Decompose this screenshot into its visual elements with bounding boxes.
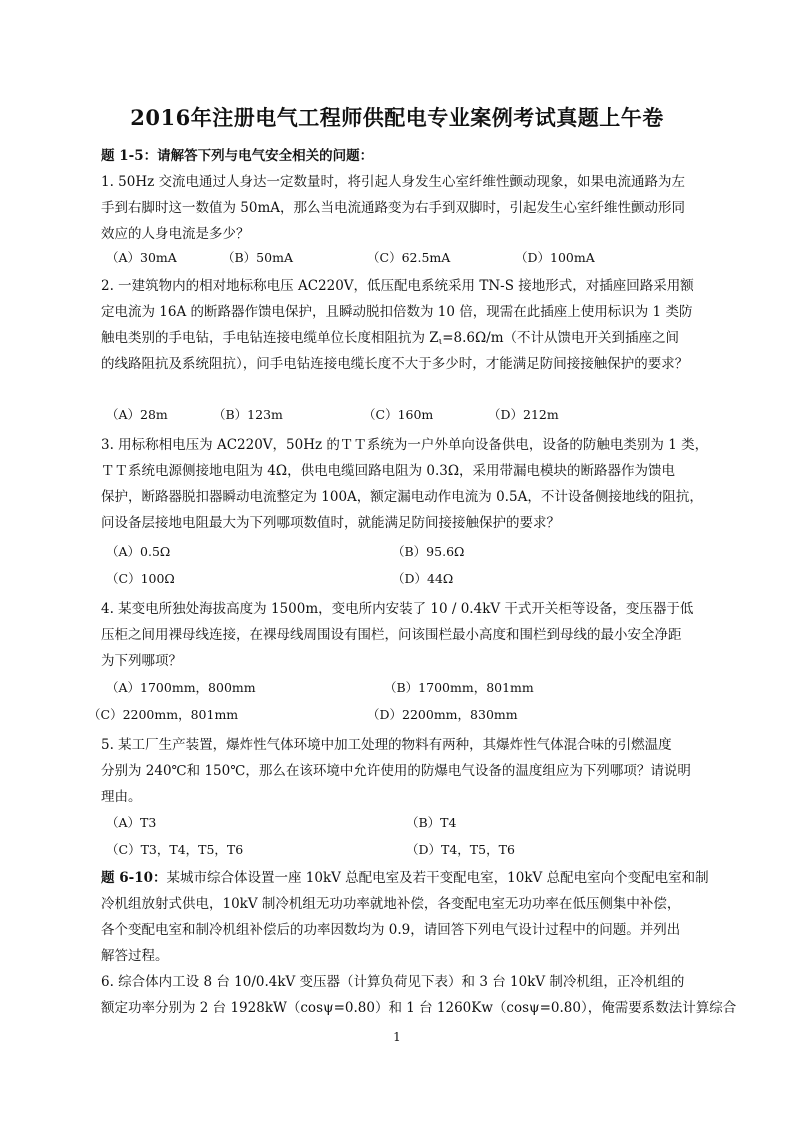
question-line: 额定功率分别为 2 台 1928kW（cosψ=0.80）和 1 台 1260Kw（cosψ=0.80），俺需要系数法计算综合	[101, 1000, 737, 1016]
page-title: 2016年注册电气工程师供配电专业案例考试真题上午卷	[130, 105, 664, 130]
option-a: （A）1700mm，800mm	[106, 680, 256, 695]
question-line: 4. 某变电所独处海拔高度为 1500m，变电所内安装了 10 / 0.4kV 干式开关柜等设备，变压器于低	[101, 601, 694, 617]
question-line: 问设备层接地电阻最大为下列哪项数值时，就能满足防间接接触保护的要求？	[101, 515, 560, 531]
question-line: 效应的人身电流是多少？	[101, 226, 250, 242]
subscript: ι	[438, 337, 443, 347]
option-b: （B）T4	[406, 815, 457, 830]
question-line: 手到右脚时这一数值为 50mA，那么当电流通路变为右手到双脚时，引起发生心室纤维性颤动形同	[101, 200, 686, 216]
question-line: 解答过程。	[101, 948, 169, 964]
section-heading: 题 6-10：	[101, 870, 167, 886]
option-c: （C）T3，T4，T5，T6	[106, 842, 244, 857]
option-d: （D）T4，T5，T6	[406, 842, 515, 857]
option-c: （C）100Ω	[106, 571, 175, 586]
option-c: （C）160m	[363, 407, 434, 422]
option-d: （D）212m	[488, 407, 559, 422]
question-line: ＴＴ系统电源侧接地电阻为 4Ω，供电电缆回路电阻为 0.3Ω，采用带漏电模块的断路器作为馈电	[101, 463, 676, 479]
page-number: 1	[393, 1030, 401, 1044]
option-a: （A）0.5Ω	[106, 544, 171, 559]
question-line: 6. 综合体内工设 8 台 10/0.4kV 变压器（计算负荷见下表）和 3 台 10kV 制冷机组，正冷机组的	[101, 974, 685, 990]
question-line: 定电流为 16A 的断路器作馈电保护，且瞬动脱扣倍数为 10 倍，现需在此插座上使用标识为 1 类防	[101, 304, 693, 320]
question-line: 触电类别的手电钻，手电钻连接电缆单位长度相阻抗为 $Z_\iota=8.6\Omega/m$（不计从馈电开关到插座之间	[101, 330, 680, 347]
option-a: （A）28m	[106, 407, 168, 422]
question-line: 理由。	[101, 789, 142, 805]
option-b: （B）1700mm，801mm	[384, 680, 534, 695]
option-c: （C）62.5mA	[367, 250, 451, 265]
section-heading: 题 1-5：请解答下列与电气安全相关的问题：	[101, 148, 374, 164]
option-d: （D）44Ω	[392, 571, 454, 586]
option-b: （B）50mA	[222, 250, 293, 265]
question-line: 各个变配电室和制冷机组补偿后的功率因数均为 0.9，请回答下列电气设计过程中的问题。并列出	[101, 922, 681, 938]
section-heading-line: 题 6-10：某城市综合体设置一座 10kV 总配电室及若干变配电室，10kV 总配电室向个变配电室和制	[101, 870, 709, 886]
question-line: 压柜之间用裸母线连接，在裸母线周围设有围栏，问该围栏最小高度和围栏到母线的最小安全净距	[101, 627, 682, 643]
question-line: 冷机组放射式供电，10kV 制冷机组无功功率就地补偿，各变配电室无功功率在低压侧集中补偿，	[101, 896, 681, 912]
option-c: （C）2200mm，801mm	[88, 707, 239, 722]
option-a: （A）T3	[106, 815, 157, 830]
option-a: （A）30mA	[106, 250, 177, 265]
option-d: （D）2200mm，830mm	[367, 707, 518, 722]
option-d: （D）100mA	[515, 250, 595, 265]
question-line: 2. 一建筑物内的相对地标称电压 AC220V，低压配电系统采用 TN-S 接地形式，对插座回路采用额	[101, 278, 694, 294]
question-line: 3. 用标称相电压为 AC220V，50Hz 的ＴＴ系统为一户外单向设备供电，设备的防触电类别为 1 类，	[101, 437, 709, 453]
question-line: 分别为 240℃和 150℃，那么在该环境中允许使用的防爆电气设备的温度组应为下列哪项？请说明	[101, 763, 691, 779]
question-line: 1. 50Hz 交流电通过人身达一定数量时，将引起人身发生心室纤维性颤动现象，如果电流通路为左	[101, 174, 686, 190]
question-line: 保护，断路器脱扣器瞬动电流整定为 100A，额定漏电动作电流为 0.5A，不计设备侧接地线的阻抗，	[101, 489, 703, 505]
question-line: 5. 某工厂生产装置，爆炸性气体环境中加工处理的物料有两种，其爆炸性气体混合味的引燃温度	[101, 737, 672, 753]
option-b: （B）123m	[213, 407, 283, 422]
question-line: 为下列哪项？	[101, 653, 182, 669]
question-line: 的线路阻抗及系统阻抗），问手电钻连接电缆长度不大于多少时，才能满足防间接接触保护的要求？	[101, 356, 689, 372]
option-b: （B）95.6Ω	[392, 544, 465, 559]
